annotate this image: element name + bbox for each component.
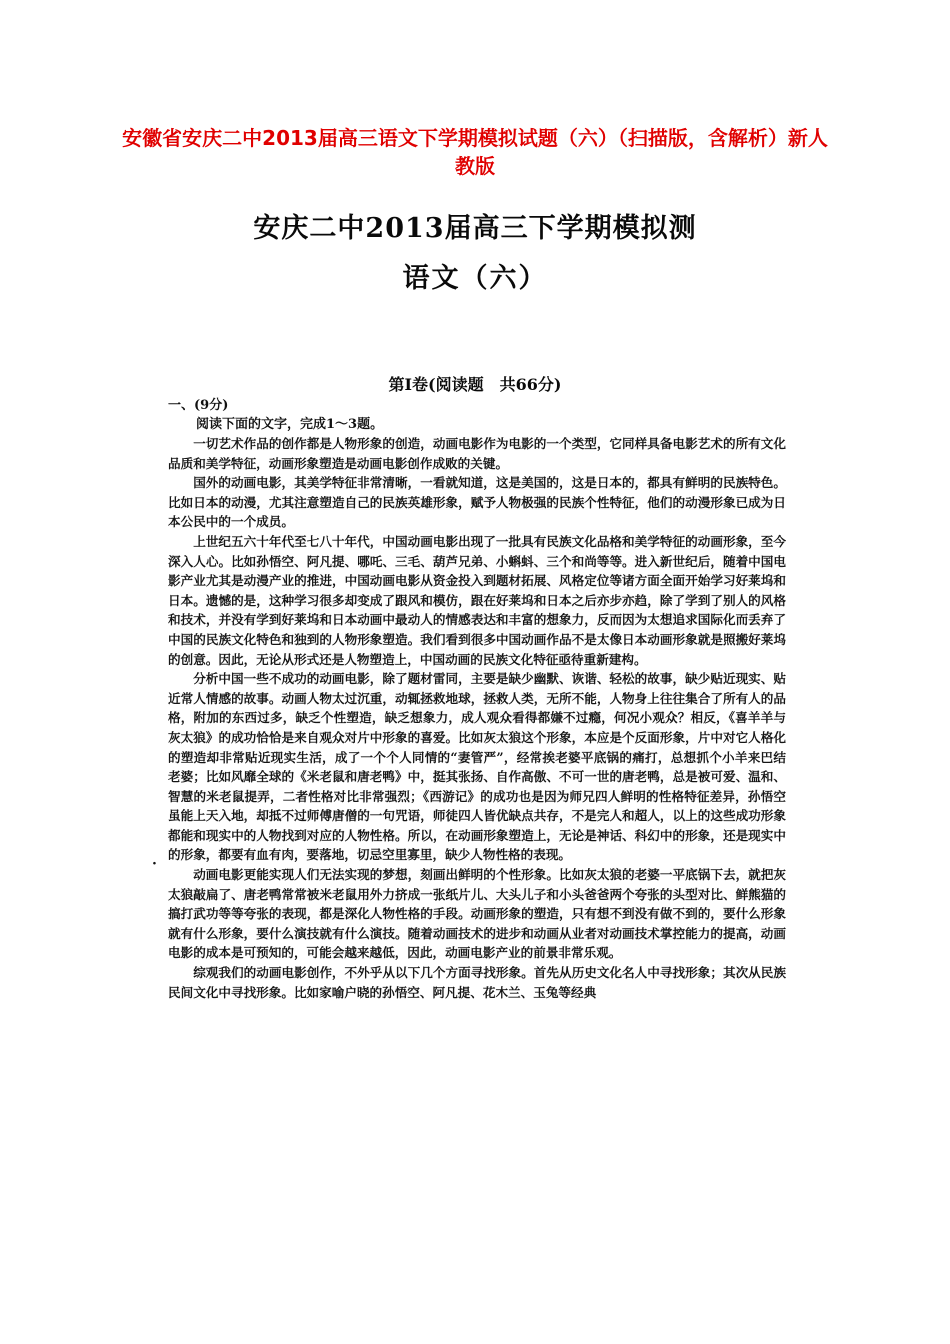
passage-paragraph: 分析中国一些不成功的动画电影，除了题材雷同，主要是缺少幽默、诙谐、轻松的故事，缺少贴近现实、贴近常人情感的故事。动画人物太过沉重，动辄拯救地球，拯救人类，无所不能，人物身上往往集合了所有人的品格，附加的东西过多，缺乏个性塑造，缺乏想象力，成人观众看得都嫌不过瘾，何况小观众？相反，《喜羊羊与灰太狼》的成功恰恰是来自观众对片中形象的喜爱。比如灰太狼这个形象，本应是个反面形象，片中对它人格化的塑造却非常贴近现实生活，成了一个个人同情的“妻管严”，经常挨老婆平底锅的痛打，总想抓个小羊来巴结老婆；比如风靡全球的《米老鼠和唐老鸭》中，挺其张扬、自作高傲、不可一世的唐老鸭，总是被可爱、温和、智慧的米老鼠提弄，二者性格对比非常强烈；《西游记》的成功也是因为师兄四人鲜明的性格特征差异，孙悟空虽能上天入地，却抵不过师傅唐僧的一句咒语，师徒四人皆优缺点共存，不是完人和超人，以上的这些成功形象都能和现实中的人物找到对应的人物性格。所以，在动画形象塑造上，无论是神话、科幻中的形象，还是现实中的形象，都要有血有肉，要落地，切忌空里寡里，缺少人物性格的表现。: [168, 671, 786, 863]
scan-mark: ·: [152, 856, 157, 872]
reading-passage: [168, 434, 786, 1002]
passage-paragraph: 动画电影更能实现人们无法实现的梦想，刻画出鲜明的个性形象。比如灰太狼的老婆一平底锅下去，就把灰太狼敲扁了、唐老鸭常常被米老鼠用外力挤成一张纸片儿、大头儿子和小头爸爸两个夸张的头型对比、鲜熊猫的搞打武功等等夸张的表现，都是深化人物性格的手段。动画形象的塑造，只有想不到没有做不到的，要什么形象就有什么形象，要什么演技就有什么演技。随着动画技术的进步和动画从业者对动画技术掌控能力的提高，动画电影的成本是可预知的，可能会越来越低，因此，动画电影产业的前景非常乐观。: [168, 867, 786, 961]
exam-subtitle: 语文（六）: [402, 263, 548, 294]
passage-paragraph: 国外的动画电影，其美学特征非常清晰，一看就知道，这是美国的，这是日本的，都具有鲜明的民族特色。比如日本的动漫，尤其注意塑造自己的民族英雄形象，赋予人物极强的民族个性特征，他们的动漫形象已成为日本公民中的一个成员。: [168, 475, 786, 530]
question-number: 一、(9分): [168, 398, 229, 413]
reading-instruction: 阅读下面的文字，完成1～3题。: [196, 417, 384, 432]
section-heading: 第Ⅰ卷(阅读题 共66分): [388, 375, 562, 394]
passage-paragraph: 综观我们的动画电影创作，不外乎从以下几个方面寻找形象。首先从历史文化名人中寻找形象；其次从民族民间文化中寻找形象。比如家喻户晓的孙悟空、阿凡提、花木兰、玉兔等经典: [168, 965, 786, 1000]
passage-paragraph: 一切艺术作品的创作都是人物形象的创造，动画电影作为电影的一个类型，它同样具备电影艺术的所有文化品质和美学特征，动画形象塑造是动画电影创作成败的关键。: [168, 436, 786, 471]
document-title: 安徽省安庆二中2013届高三语文下学期模拟试题（六）（扫描版，含解析）新人教版: [122, 126, 828, 178]
passage-paragraph: 上世纪五六十年代至七八十年代，中国动画电影出现了一批具有民族文化品格和美学特征的动画形象，至今深入人心。比如孙悟空、阿凡提、哪吒、三毛、葫芦兄弟、小蝌蚪、三个和尚等等。进入新世纪后，随着中国电影产业尤其是动漫产业的推进，中国动画电影从资金投入到题材拓展、风格定位等诸方面全面开始学习好莱坞和日本。遗憾的是，这种学习很多却变成了跟风和模仿，跟在好莱坞和日本之后亦步亦趋，除了学到了别人的风格和技术，并没有学到好莱坞和日本动画中最动人的情感表达和丰富的想象力，反而因为太想追求国际化而丢弃了中国的民族文化特色和独到的人物形象塑造。我们看到很多中国动画作品不是太像日本动画形象就是照搬好莱坞的创意。因此，无论从形式还是人物塑造上，中国动画的民族文化特征亟待重新建构。: [168, 533, 786, 667]
exam-title: 安庆二中2013届高三下学期模拟测: [253, 213, 697, 244]
